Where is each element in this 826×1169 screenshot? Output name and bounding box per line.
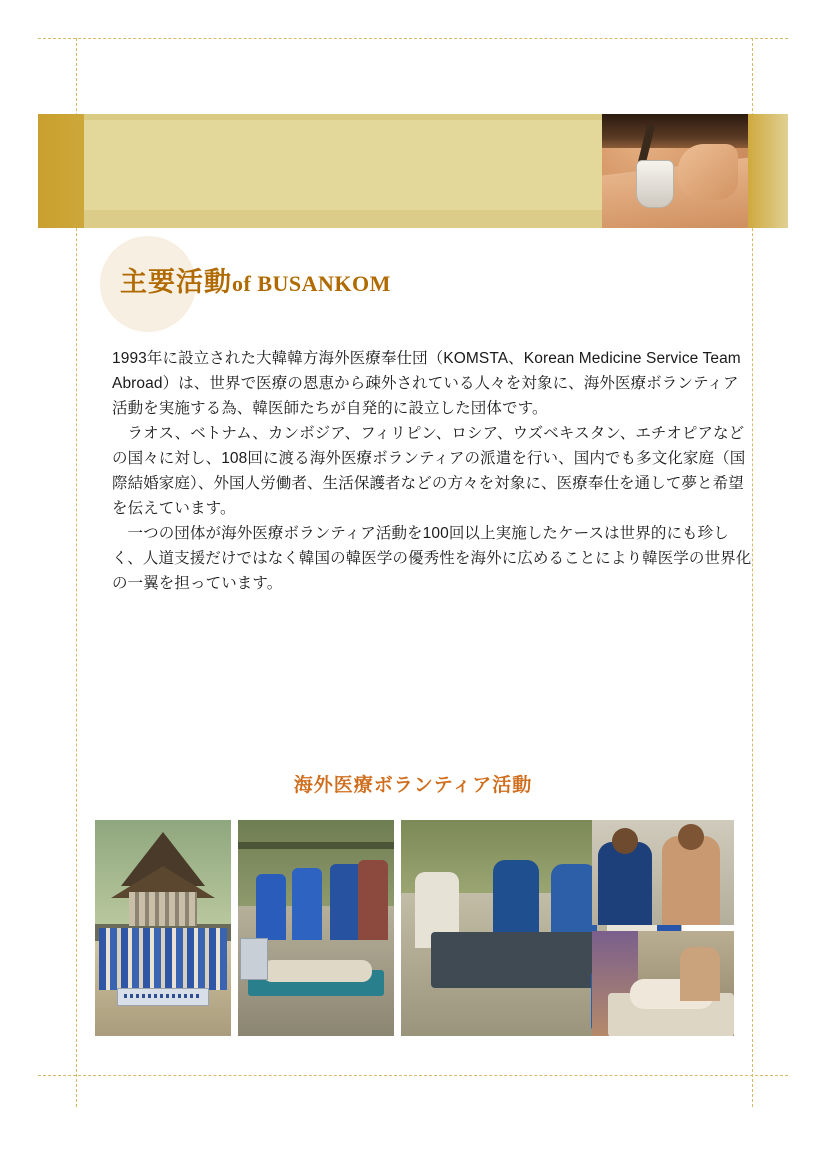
photo-practitioner	[680, 947, 720, 1001]
body-paragraph-2: ラオス、ベトナム、カンボジア、フィリピン、ロシア、ウズベキスタン、エチオピアなどの国々に対し、108回に渡る海外医療ボランティアの派遣を行い、国内でも多文化家庭（国際結婚家庭）、外国人労働者、生活保護者などの方々を対象に、医療奉仕を通して夢と希望を伝えています。	[112, 425, 746, 517]
photo-cup-shape	[636, 160, 674, 208]
photo-doctor	[598, 842, 652, 925]
photo-person-b	[292, 868, 322, 940]
patient-examination-photo	[592, 820, 734, 925]
photo-group-people	[99, 928, 227, 990]
photo-supply-box	[240, 938, 268, 980]
guide-line-bottom	[38, 1075, 788, 1076]
body-paragraph-3: 一つの団体が海外医療ボランティア活動を100回以上実施したケースは世界的にも珍しく、人道支援だけではなく韓国の韓医学の優秀性を海外に広めることにより韓医学の世界化の一翼を担っています。	[112, 525, 752, 592]
photo-beam	[238, 842, 394, 849]
body-paragraph-1: 1993年に設立された大韓韓方海外医療奉仕団（KOMSTA、Korean Medicine Service Team Abroad）は、世界で医療の恩恵から疎外されている人々を対象に、海外医療ボランティア活動を実施する為、韓医師たちが自発的に設立した団体です。	[112, 350, 741, 417]
photo-doctor-head	[612, 828, 638, 854]
photo-hand-shape	[678, 144, 738, 200]
section-subtitle: 海外医療ボランティア活動	[293, 775, 533, 796]
guide-line-top	[38, 38, 788, 39]
photo-patient-head	[678, 824, 704, 850]
photo-gallery	[95, 820, 735, 1036]
body-text	[112, 346, 752, 596]
photo-shadow-layer	[602, 114, 748, 148]
photo-banner	[117, 988, 209, 1006]
page-title	[100, 236, 720, 332]
page-title-japanese: 主要活動	[120, 267, 232, 297]
clinic-treatment-photo	[238, 820, 394, 1036]
header-band-right-block	[748, 114, 788, 228]
header-band-stripe-bottom	[84, 210, 602, 228]
header-band	[38, 114, 788, 228]
header-band-left-block	[38, 114, 84, 228]
bedside-treatment-photo	[592, 931, 734, 1036]
photo-person-a	[256, 874, 286, 940]
photo-person-d	[358, 860, 388, 940]
moxibustion-treatment-photo	[602, 114, 748, 228]
temple-group-photo	[95, 820, 231, 1036]
page-title-english: of BUSANKOM	[232, 271, 391, 296]
photo-temple-pillars	[129, 892, 197, 926]
photo-lying-patient	[262, 960, 372, 982]
title-text-group	[120, 260, 391, 299]
header-band-stripe-top	[84, 114, 602, 120]
